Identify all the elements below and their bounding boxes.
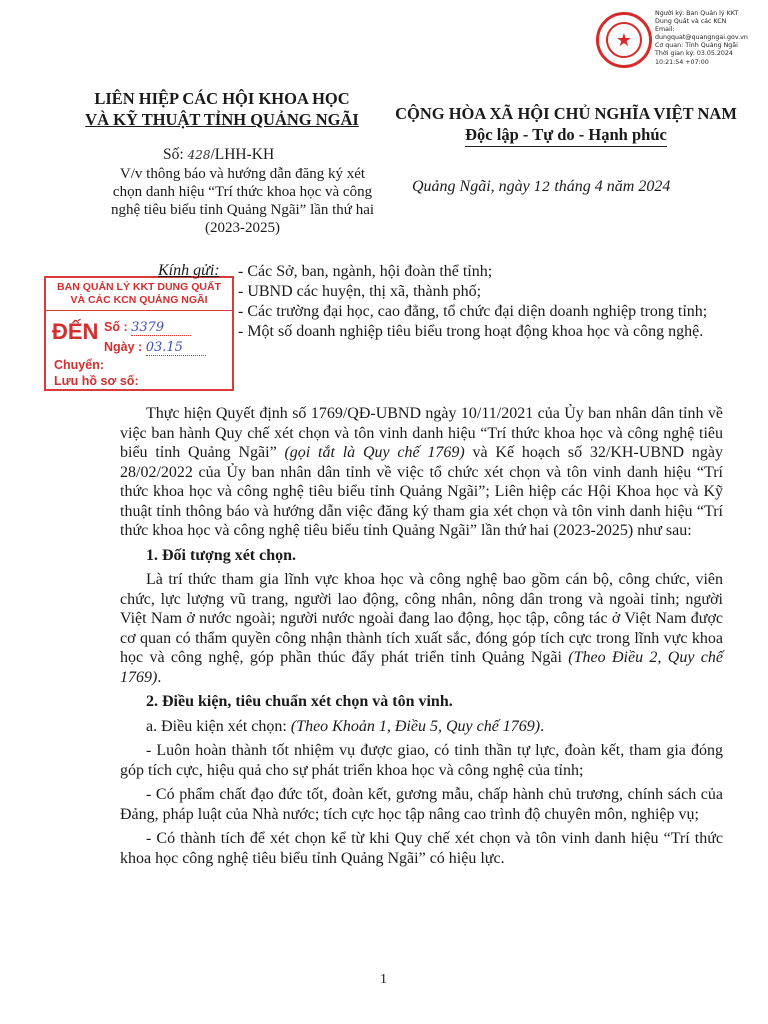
signature-line: 10:21:54 +07:00 [655, 58, 709, 66]
stamp-ngay-value: 03.15 [146, 340, 206, 356]
signature-line: Dung Quất và các KCN [655, 18, 727, 26]
stamp-den-label: ĐẾN [52, 319, 99, 344]
org-line-1: LIÊN HIỆP CÁC HỘI KHOA HỌC [94, 89, 350, 108]
sec1-text: Là trí thức tham gia lĩnh vực khoa học và công nghệ bao gồm cán bộ, công chức, viên chức, lực lượng vũ trang, người lao động, công nhân, nông dân trong và ngoài tỉnh; người Việt Nam ở nước ngoài; người nước ngoài đang lao động, học tập, công tác ở Việt Nam được cơ quan có thẩm quyền công nhận thành tích xuất sắc, đóng góp tích cực trong lĩnh vực khoa học và công nghệ, góp phần thúc đẩy phát triển tỉnh Quảng Ngãi [120, 571, 723, 666]
page-number: 1 [380, 972, 387, 987]
recipient-item: - Một số doanh nghiệp tiêu biểu trong hoạt động khoa học và công nghệ. [238, 323, 704, 340]
date-suffix: tháng 4 năm 2024 [550, 178, 671, 195]
sec2a-italic: (Theo Khoản 1, Điều 5, Quy chế 1769) [290, 717, 541, 735]
recipient-item: - Các trường đại học, cao đẳng, tổ chức đại diện doanh nghiệp trong tỉnh; [238, 303, 708, 320]
intro-paragraph [120, 404, 723, 541]
section-2a-title [120, 717, 723, 737]
stamp-so-label: Số : [104, 320, 128, 334]
stamp-number-row [104, 320, 191, 336]
stamp-chuyen-label: Chuyển: [54, 358, 104, 372]
recipients-label: Kính gửi: [158, 262, 220, 279]
org-line-2: VÀ KỸ THUẬT TỈNH QUẢNG NGÃI [85, 110, 359, 129]
recipients-list [238, 262, 738, 342]
intro-text: Thực hiện Quyết định số 1769/QĐ-UBND ngày 10/11/2021 của Ủy ban nhân dân tỉnh về việc ban hành Quy chế xét chọn và tôn vinh danh hiệu “Trí thức khoa học và công nghệ tiêu biểu tỉnh Quảng Ngãi” [120, 405, 723, 461]
nation-title: CỘNG HÒA XÃ HỘI CHỦ NGHĨA VIỆT NAM [395, 104, 737, 123]
stamp-so-value: 3379 [131, 320, 191, 336]
national-header [382, 103, 750, 147]
signature-line: Thời gian ký: 03.05.2024 [655, 50, 733, 58]
digital-signature-seal-icon [596, 12, 652, 68]
section-1-title: 1. Đối tượng xét chọn. [146, 546, 297, 564]
sec2a-text: a. Điều kiện xét chọn: [146, 717, 291, 735]
stamp-header [46, 278, 232, 311]
received-stamp [44, 276, 234, 391]
section-1-text [120, 570, 723, 687]
issuing-organization [72, 88, 372, 130]
sec1-italic: (Theo Điều 2, Quy chế 1769) [120, 649, 724, 686]
intro-italic: (gọi tắt là Quy chế 1769) [284, 444, 465, 461]
nation-motto: Độc lập - Tự do - Hạnh phúc [465, 124, 667, 147]
document-number [163, 146, 274, 164]
sec2a-end: . [540, 717, 545, 735]
date-day: 12 [533, 180, 551, 195]
signature-info [655, 10, 767, 67]
signature-line: Email: [655, 26, 675, 34]
recipient-item: - UBND các huyện, thị xã, thành phố; [238, 283, 482, 300]
signature-line: Cơ quan: Tỉnh Quảng Ngãi [655, 42, 738, 50]
national-emblem-star-icon: ★ [606, 22, 642, 58]
stamp-ngay-label: Ngày : [104, 340, 143, 354]
recipient-item: - Các Sở, ban, ngành, hội đoàn thể tỉnh; [238, 263, 493, 280]
signature-line: dungquat@quangngai.gov.vn [655, 34, 748, 42]
stamp-title-line-1: BAN QUẢN LÝ KKT DUNG QUẤT [57, 281, 221, 293]
stamp-title-line-2: VÀ CÁC KCN QUẢNG NGÃI [70, 294, 208, 306]
condition-bullet-2: - Có phẩm chất đạo đức tốt, đoàn kết, gương mẫu, chấp hành chủ trương, chính sách của Đảng, pháp luật của Nhà nước; tích cực học tập nâng cao trình độ chuyên môn, nghiệp vụ; [120, 786, 723, 823]
stamp-date-row [104, 340, 206, 356]
date-prefix: Quảng Ngãi, ngày [412, 178, 534, 195]
intro-text-cont: và Kế hoạch số 32/KH-UBND ngày 28/02/2022 của Ủy ban nhân dân tỉnh về việc tổ chức xét chọn và tôn vinh danh hiệu “Trí thức khoa học và công nghệ tiêu biểu tỉnh Quảng Ngãi”; Liên hiệp các Hội Khoa học và Kỹ thuật tỉnh thông báo và hướng dẫn việc đăng ký tham gia xét chọn và tôn vinh danh hiệu “Trí thức khoa học và công nghệ tiêu biểu tỉnh Quảng Ngãi” lần thứ hai (2023-2025) như sau: [120, 444, 723, 539]
document-body [120, 404, 723, 868]
condition-bullet-3: - Có thành tích để xét chọn kể từ khi Quy chế xét chọn và tôn vinh danh hiệu “Trí thức khoa học công nghệ tiêu biểu tỉnh Quảng Ngãi” có hiệu lực. [120, 830, 723, 867]
doc-no-value: 428 [187, 148, 211, 162]
stamp-luu-label: Lưu hồ sơ số: [54, 374, 139, 388]
doc-no-suffix: /LHH-KH [210, 146, 275, 163]
section-2-title: 2. Điều kiện, tiêu chuẩn xét chọn và tôn vinh. [146, 693, 453, 710]
document-date [412, 178, 670, 196]
doc-no-prefix: Số: [163, 146, 188, 163]
sec1-end: . [157, 668, 162, 686]
signature-line: Người ký: Ban Quản lý KKT [655, 10, 739, 17]
condition-bullet-1: - Luôn hoàn thành tốt nhiệm vụ được giao, có tinh thần tự lực, đoàn kết, tham gia đóng góp tích cực, hiệu quả cho sự phát triển khoa học và công nghệ của tỉnh; [120, 742, 723, 779]
document-subject: V/v thông báo và hướng dẫn đăng ký xét chọn danh hiệu “Trí thức khoa học và công nghệ tiêu biểu tỉnh Quảng Ngãi” lần thứ hai (2023-2025) [110, 166, 375, 236]
